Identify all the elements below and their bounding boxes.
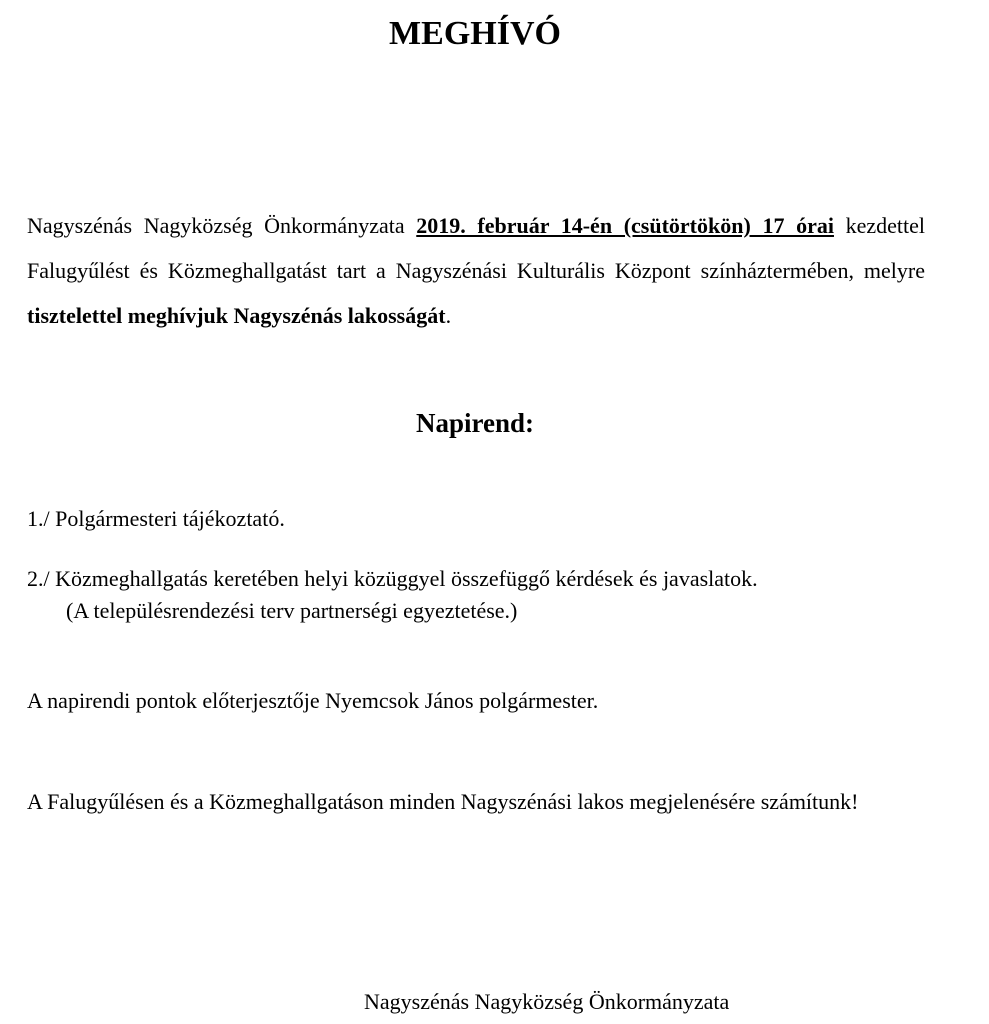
agenda-item-2: 2./ Közmeghallgatás keretében helyi közüggyel összefüggő kérdések és javaslatok. xyxy=(27,566,758,591)
agenda-heading: Napirend: xyxy=(415,408,535,438)
document-title: MEGHÍVÓ xyxy=(389,15,561,52)
intro-text-middle: kezdettel Falugyűlést és Közmeghallgatást tart a Nagyszénási Kulturális Központ színháztermében, melyre xyxy=(27,213,926,283)
intro-text-start: Nagyszénás Nagyközség Önkormányzata xyxy=(27,213,417,238)
event-date-time: 2019. február 14-én (csütörtökön) 17 órai xyxy=(416,213,834,238)
intro-paragraph xyxy=(27,203,925,338)
invitation-highlight: tisztelettel meghívjuk Nagyszénás lakosságát xyxy=(27,303,446,328)
presenter-statement: A napirendi pontok előterjesztője Nyemcsok János polgármester. xyxy=(27,688,599,713)
intro-text-end: . xyxy=(445,303,452,328)
signature: Nagyszénás Nagyközség Önkormányzata xyxy=(364,989,730,1014)
agenda-item-2-note: (A településrendezési terv partnerségi egyeztetése.) xyxy=(66,598,518,623)
closing-statement: A Falugyűlésen és a Közmeghallgatáson minden Nagyszénási lakos megjelenésére számítunk! xyxy=(27,789,859,814)
agenda-item-1: 1./ Polgármesteri tájékoztató. xyxy=(27,506,285,531)
